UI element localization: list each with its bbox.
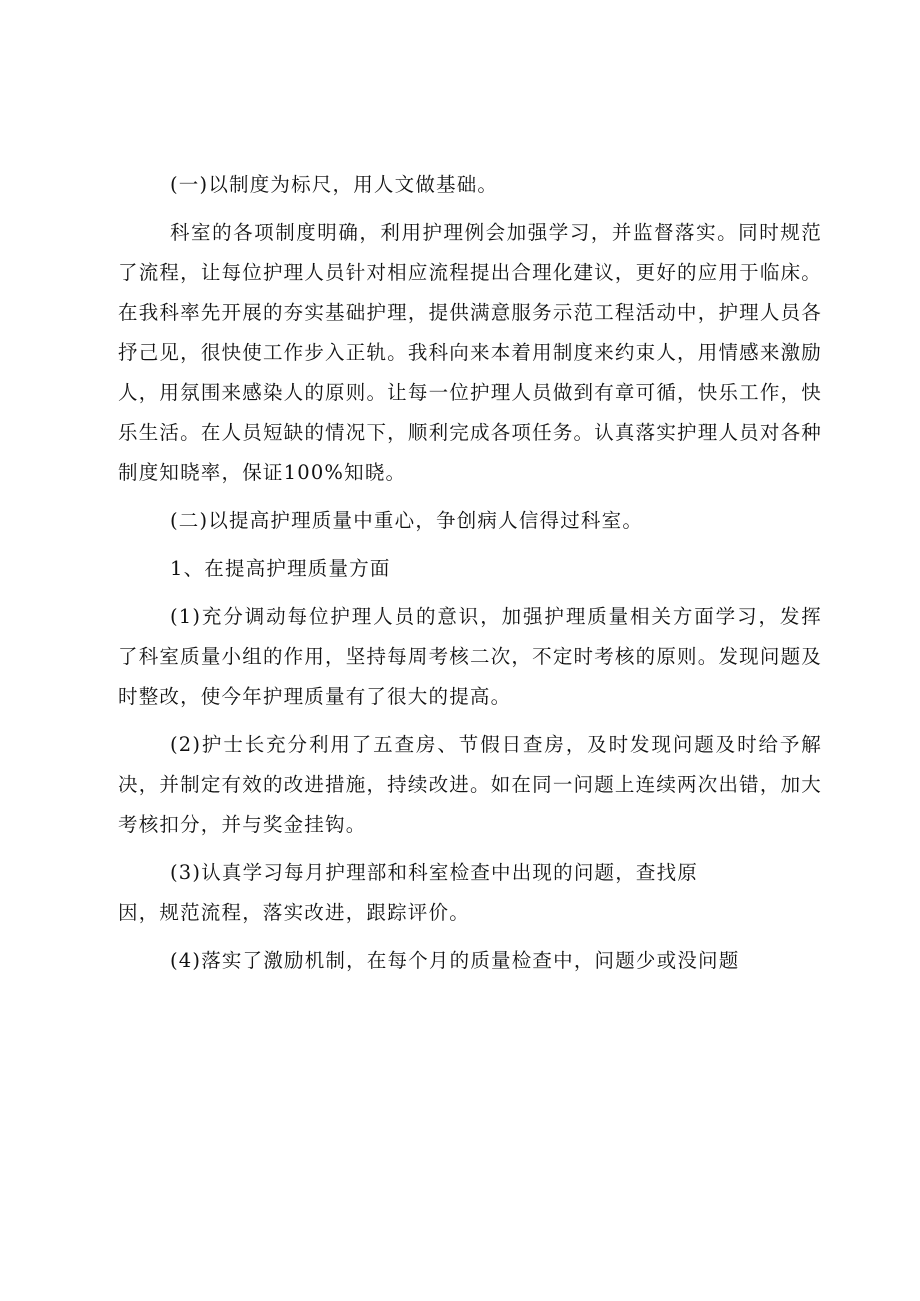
section-heading-1: (一)以制度为标尺，用人文做基础。 [170,173,499,196]
section-heading-2: (二)以提高护理质量中重心，争创病人信得过科室。 [170,509,644,532]
body-paragraph-1: 科室的各项制度明确，利用护理例会加强学习，并监督落实。同时规范了流程，让每位护理人员针对相应流程提出合理化建议，更好的应用于临床。在我科率先开展的夯实基础护理，提供满意服务示范工程活动中，护理人员各抒己见，很快使工作步入正轨。我科向来本着用制度来约束人，用情感来激励人，用氛围来感染人的原则。让每一位护理人员做到有章可循，快乐工作，快乐生活。在人员短缺的情况下，顺利完成各项任务。认真落实护理人员对各种制度知晓率，保证100%知晓。 [118,221,822,484]
list-item-1: (1)充分调动每位护理人员的意识，加强护理质量相关方面学习，发挥了科室质量小组的作用，坚持每周考核二次，不定时考核的原则。发现问题及时整改，使今年护理质量有了很大的提高。 [118,605,822,708]
list-item-3: (3)认真学习每月护理部和科室检查中出现的问题，查找原 因，规范流程，落实改进，跟踪评价。 [118,861,699,924]
subsection-heading-1: 1、在提高护理质量方面 [170,557,391,580]
list-item-2: (2)护士长充分利用了五查房、节假日查房，及时发现问题及时给予解决，并制定有效的改进措施，持续改进。如在同一问题上连续两次出错，加大考核扣分，并与奖金挂钩。 [118,733,822,836]
document-body [118,165,822,989]
list-item-4: (4)落实了激励机制，在每个月的质量检查中，问题少或没问题 [170,949,740,972]
